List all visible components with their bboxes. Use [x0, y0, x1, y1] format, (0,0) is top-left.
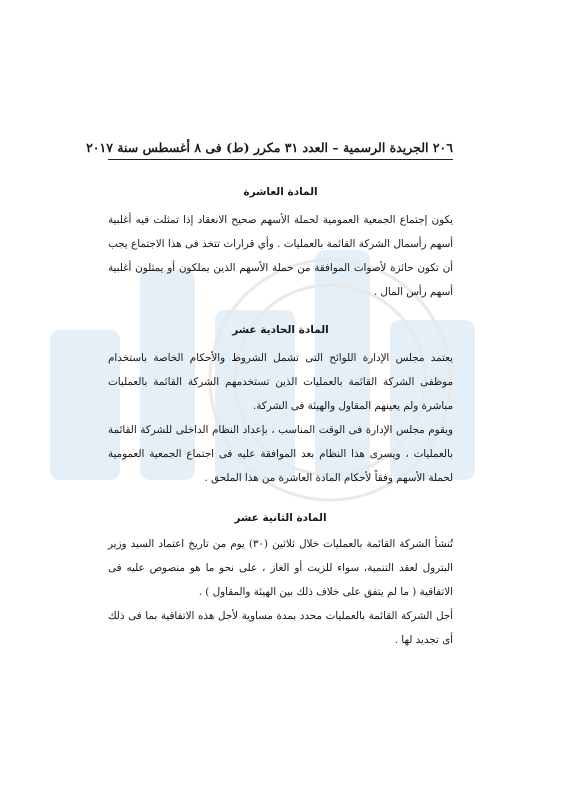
article-12-paragraph-1: تُنشأ الشركة القائمة بالعمليات خلال ثلاثين (٣٠) يوم من تاريخ اعتماد السيد وزير البترول لعقد التنمية، سواء للزيت أو الغاز ، على نحو ما هو منصوص عليه فى الاتفاقية ( ما لم يتفق على خلاف ذلك بين الهيئة والمقاول ) .: [108, 538, 453, 598]
article-title-11: المادة الحادية عشر: [232, 324, 329, 336]
gazette-header: ٢٠٦ الجريدة الرسمية – العدد ٣١ مكرر (ط) فى ٨ أغسطس سنة ٢٠١٧: [108, 140, 453, 160]
article-11-paragraph-2: ويقوم مجلس الإدارة فى الوقت المناسب ، بإعداد النظام الداخلى للشركة القائمة بالعمليات ، ويسرى هذا النظام بعد الموافقة عليه فى اجتماع الجمعية العمومية لحملة الأسهم وفقاً لأحكام المادة العاشرة من هذا الملحق .: [108, 424, 453, 484]
article-12-paragraph-2: أجل الشركة القائمة بالعمليات محدد بمدة مساوية لأجل هذه الاتفاقية بما فى ذلك أى تجديد لها .: [108, 610, 453, 646]
article-title-12: المادة الثانية عشر: [234, 512, 327, 524]
document-page: [86, 140, 453, 652]
article-title-10: المادة العاشرة: [243, 186, 318, 198]
article-10-paragraph-1: يكون إجتماع الجمعية العمومية لحملة الأسهم صحيح الانعقاد إذا تمثلت فيه أغلبية أسهم رأسمال الشركة القائمة بالعمليات . وأي قرارات تتخذ فى هذا الاجتماع يجب أن تكون حائزة لأصوات الموافقة من حملة الأسهم الذين يملكون أو يمثلون أغلبية أسهم رأس المال .: [108, 214, 453, 298]
article-11-paragraph-1: يعتمد مجلس الإدارة اللوائح التى تشمل الشروط والأحكام الخاصة باستخدام موظفى الشركة القائمة بالعمليات الذين تستخدمهم الشركة القائمة بالعمليات مباشرة ولم يعينهم المقاول والهيئة فى الشركة.: [108, 352, 453, 412]
